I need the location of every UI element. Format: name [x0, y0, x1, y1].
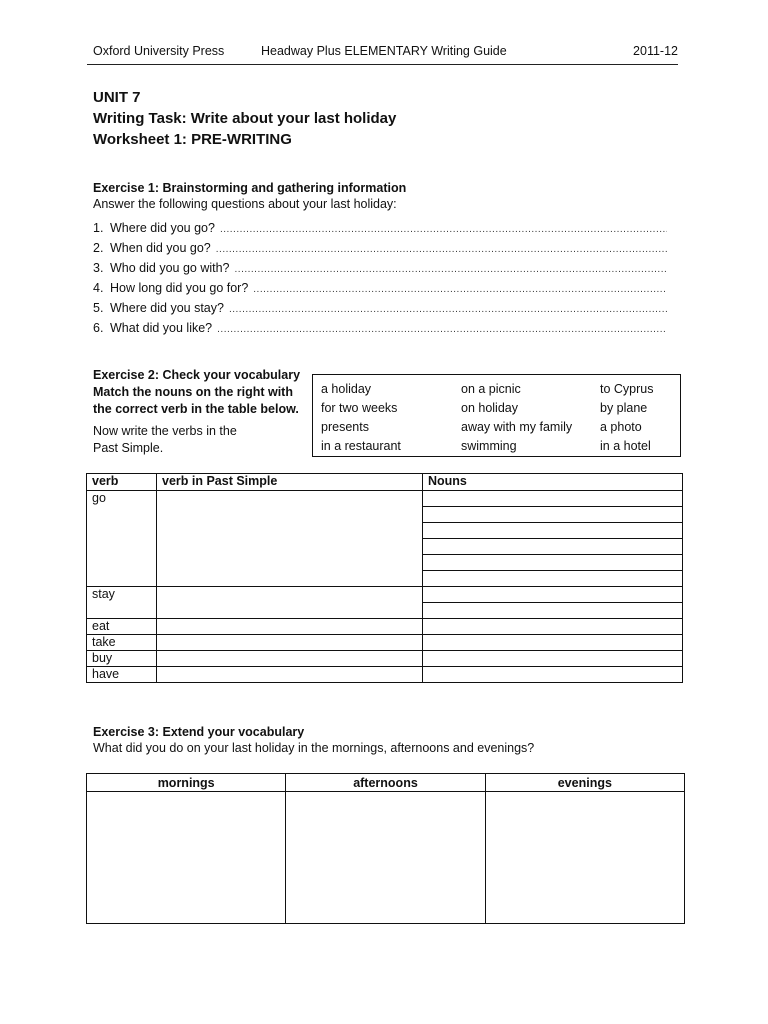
answer-line[interactable] [229, 304, 667, 315]
header-year: 2011-12 [633, 44, 678, 58]
verb-cell: have [87, 667, 157, 683]
question-number: 5. [93, 301, 104, 315]
word-item: a holiday [321, 381, 372, 396]
exercise2-instruction-line: Match the nouns on the right with [93, 385, 293, 399]
noun-cell[interactable] [423, 651, 683, 667]
question-text: Where did you stay? [110, 301, 224, 315]
question-2 [93, 241, 667, 257]
table-row [87, 667, 683, 683]
table-row [87, 587, 683, 603]
exercise3-heading: Exercise 3: Extend your vocabulary [93, 725, 305, 739]
activity-table [86, 773, 685, 924]
verb-cell: buy [87, 651, 157, 667]
question-4 [93, 281, 667, 297]
exercise2-instruction-line: the correct verb in the table below. [93, 402, 299, 416]
noun-cell[interactable] [423, 667, 683, 683]
column-header-past-simple: verb in Past Simple [157, 474, 423, 491]
question-text: What did you like? [110, 321, 213, 335]
past-simple-cell[interactable] [157, 491, 423, 587]
answer-line[interactable] [253, 284, 667, 295]
word-item: away with my family [461, 419, 573, 434]
worksheet-title: Worksheet 1: PRE-WRITING [93, 131, 292, 148]
exercise2-instruction2-line: Past Simple. [93, 441, 164, 455]
past-simple-cell[interactable] [157, 635, 423, 651]
column-header-mornings: mornings [87, 774, 286, 792]
question-text: When did you go? [110, 241, 211, 255]
noun-cell[interactable] [423, 507, 683, 523]
question-5 [93, 301, 667, 317]
column-header-afternoons: afternoons [286, 774, 485, 792]
header-divider [87, 64, 678, 65]
word-item: to Cyprus [600, 381, 654, 396]
noun-cell[interactable] [423, 491, 683, 507]
word-item: for two weeks [321, 400, 398, 415]
question-number: 2. [93, 241, 104, 255]
table-row [87, 792, 685, 924]
verb-cell: stay [87, 587, 157, 619]
afternoons-cell[interactable] [286, 792, 485, 924]
exercise1-instruction: Answer the following questions about your last holiday: [93, 197, 397, 211]
activity-table-header [87, 774, 685, 792]
word-item: on a picnic [461, 381, 521, 396]
table-row [87, 635, 683, 651]
verb-table-header [87, 474, 683, 491]
answer-line[interactable] [235, 264, 667, 275]
question-1 [93, 221, 667, 237]
noun-cell[interactable] [423, 539, 683, 555]
question-number: 6. [93, 321, 104, 335]
word-row [321, 417, 654, 436]
noun-cell[interactable] [423, 571, 683, 587]
table-row [87, 491, 683, 507]
answer-line[interactable] [217, 324, 667, 335]
verb-table [86, 473, 683, 683]
word-row [321, 379, 654, 398]
word-item: in a restaurant [321, 438, 401, 453]
exercise2-instruction2-line: Now write the verbs in the [93, 424, 237, 438]
column-header-nouns: Nouns [423, 474, 683, 491]
word-item: swimming [461, 438, 517, 453]
question-text: Where did you go? [110, 221, 215, 235]
noun-cell[interactable] [423, 603, 683, 619]
word-item: in a hotel [600, 438, 651, 453]
question-number: 3. [93, 261, 104, 275]
question-number: 4. [93, 281, 104, 295]
word-item: on holiday [461, 400, 518, 415]
unit-title: UNIT 7 [93, 89, 141, 106]
word-row [321, 436, 654, 455]
question-3 [93, 261, 667, 277]
word-row [321, 398, 654, 417]
exercise3-instruction: What did you do on your last holiday in the mornings, afternoons and evenings? [93, 741, 535, 755]
header-book-title: Headway Plus ELEMENTARY Writing Guide [261, 44, 507, 58]
past-simple-cell[interactable] [157, 587, 423, 619]
past-simple-cell[interactable] [157, 619, 423, 635]
exercise1-heading: Exercise 1: Brainstorming and gathering information [93, 181, 407, 195]
header-publisher: Oxford University Press [93, 44, 225, 58]
question-text: How long did you go for? [110, 281, 249, 295]
verb-cell: take [87, 635, 157, 651]
answer-line[interactable] [216, 244, 667, 255]
exercise2-instructions [93, 367, 308, 457]
past-simple-cell[interactable] [157, 667, 423, 683]
exercise2-heading: Exercise 2: Check your vocabulary [93, 368, 301, 382]
answer-line[interactable] [220, 224, 667, 235]
column-header-verb: verb [87, 474, 157, 491]
noun-cell[interactable] [423, 587, 683, 603]
word-item: by plane [600, 400, 648, 415]
noun-cell[interactable] [423, 635, 683, 651]
column-header-evenings: evenings [485, 774, 684, 792]
table-row [87, 651, 683, 667]
question-text: Who did you go with? [110, 261, 230, 275]
noun-cell[interactable] [423, 555, 683, 571]
verb-cell: eat [87, 619, 157, 635]
noun-cell[interactable] [423, 619, 683, 635]
noun-cell[interactable] [423, 523, 683, 539]
past-simple-cell[interactable] [157, 651, 423, 667]
word-item: a photo [600, 419, 642, 434]
question-number: 1. [93, 221, 104, 235]
mornings-cell[interactable] [87, 792, 286, 924]
question-6 [93, 321, 667, 337]
task-title: Writing Task: Write about your last holiday [93, 110, 397, 127]
word-item: presents [321, 419, 369, 434]
noun-word-box [312, 374, 681, 457]
evenings-cell[interactable] [485, 792, 684, 924]
table-row [87, 619, 683, 635]
verb-cell: go [87, 491, 157, 587]
